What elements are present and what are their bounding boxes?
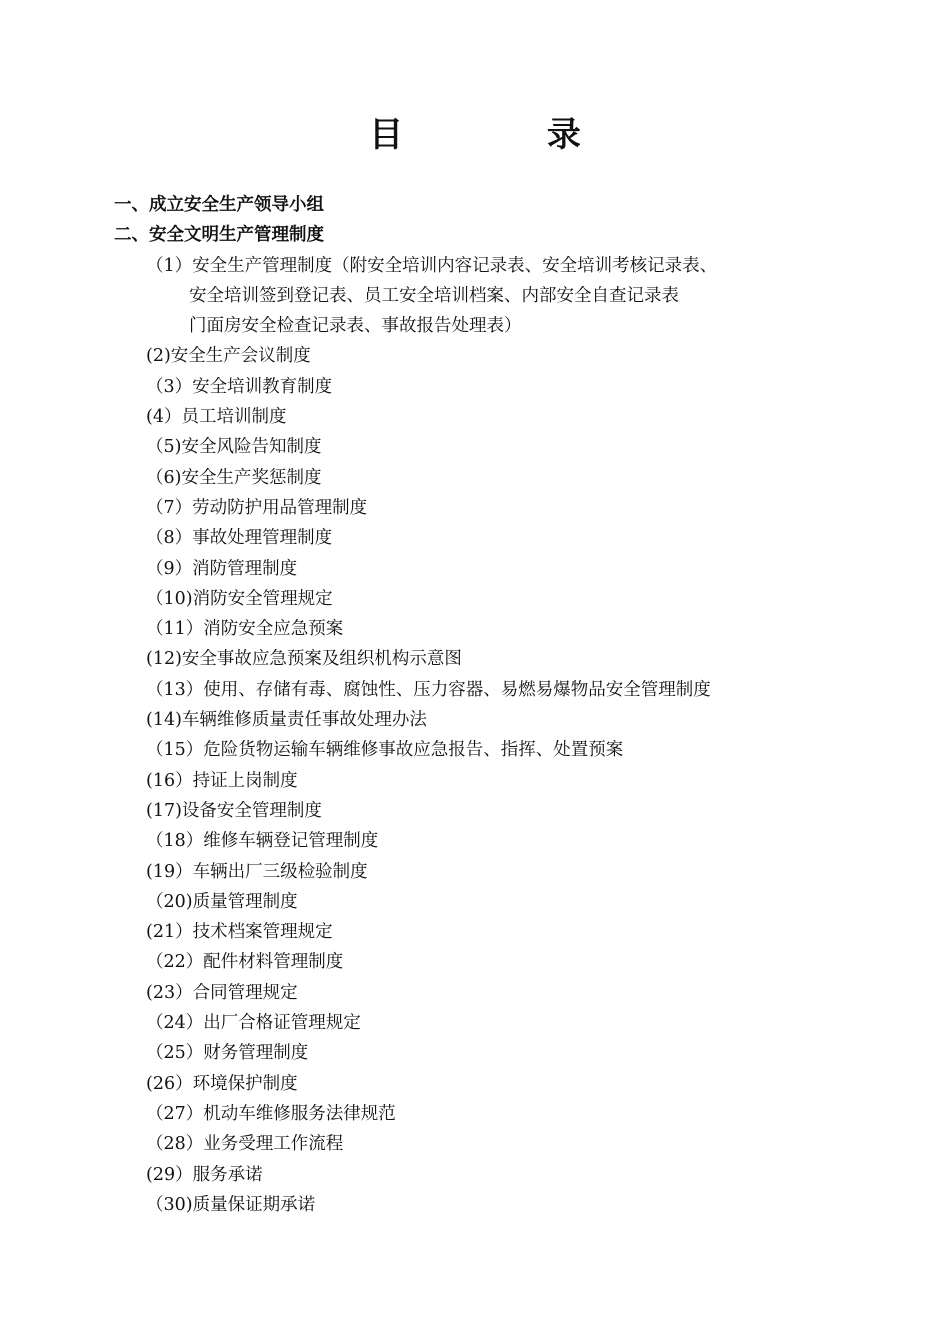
toc-item: （6)安全生产奖惩制度 xyxy=(146,467,322,488)
toc-item: （15）危险货物运输车辆维修事故应急报告、指挥、处置预案 xyxy=(146,740,624,761)
toc-item-1-continuation: 门面房安全检查记录表、事故报告处理表） xyxy=(189,316,522,337)
toc-item: （9）消防管理制度 xyxy=(146,558,298,579)
toc-item: （28）业务受理工作流程 xyxy=(146,1134,344,1155)
toc-item: (17)设备安全管理制度 xyxy=(146,800,322,821)
toc-item: （3）安全培训教育制度 xyxy=(146,376,333,397)
toc-section-2: 二、安全文明生产管理制度 xyxy=(114,225,324,246)
toc-item: （18）维修车辆登记管理制度 xyxy=(146,831,379,852)
toc-item: (23）合同管理规定 xyxy=(146,982,298,1003)
toc-item: （5)安全风险告知制度 xyxy=(146,437,322,458)
page-title: 目 录 xyxy=(369,115,647,155)
toc-item-1: （1）安全生产管理制度（附安全培训内容记录表、安全培训考核记录表、 xyxy=(146,255,718,276)
toc-item: （22）配件材料管理制度 xyxy=(146,952,344,973)
toc-item: (2)安全生产会议制度 xyxy=(146,346,311,367)
toc-item: （8）事故处理管理制度 xyxy=(146,528,333,549)
toc-item: （10)消防安全管理规定 xyxy=(146,588,333,609)
toc-item: (16）持证上岗制度 xyxy=(146,770,298,791)
toc-item: （30)质量保证期承诺 xyxy=(146,1194,316,1215)
toc-list xyxy=(0,190,950,1220)
toc-item: (29）服务承诺 xyxy=(146,1164,263,1185)
toc-item: (26）环境保护制度 xyxy=(146,1073,298,1094)
toc-item: （24）出厂合格证管理规定 xyxy=(146,1013,361,1034)
toc-item: （20)质量管理制度 xyxy=(146,891,298,912)
toc-item: (4）员工培训制度 xyxy=(146,407,287,428)
toc-item: （25）财务管理制度 xyxy=(146,1043,309,1064)
toc-item: （11）消防安全应急预案 xyxy=(146,619,344,640)
toc-item: （13）使用、存储有毒、腐蚀性、压力容器、易燃易爆物品安全管理制度 xyxy=(146,679,711,700)
toc-item: (19）车辆出厂三级检验制度 xyxy=(146,861,368,882)
toc-section-1: 一、成立安全生产领导小组 xyxy=(114,195,324,215)
toc-item-1-continuation: 安全培训签到登记表、员工安全培训档案、内部安全自查记录表 xyxy=(189,285,679,306)
toc-item: (12)安全事故应急预案及组织机构示意图 xyxy=(146,649,462,670)
toc-item: (21）技术档案管理规定 xyxy=(146,922,333,943)
toc-item: （27）机动车维修服务法律规范 xyxy=(146,1103,396,1124)
toc-item: (14)车辆维修质量责任事故处理办法 xyxy=(146,710,427,731)
toc-item: （7）劳动防护用品管理制度 xyxy=(146,497,368,518)
